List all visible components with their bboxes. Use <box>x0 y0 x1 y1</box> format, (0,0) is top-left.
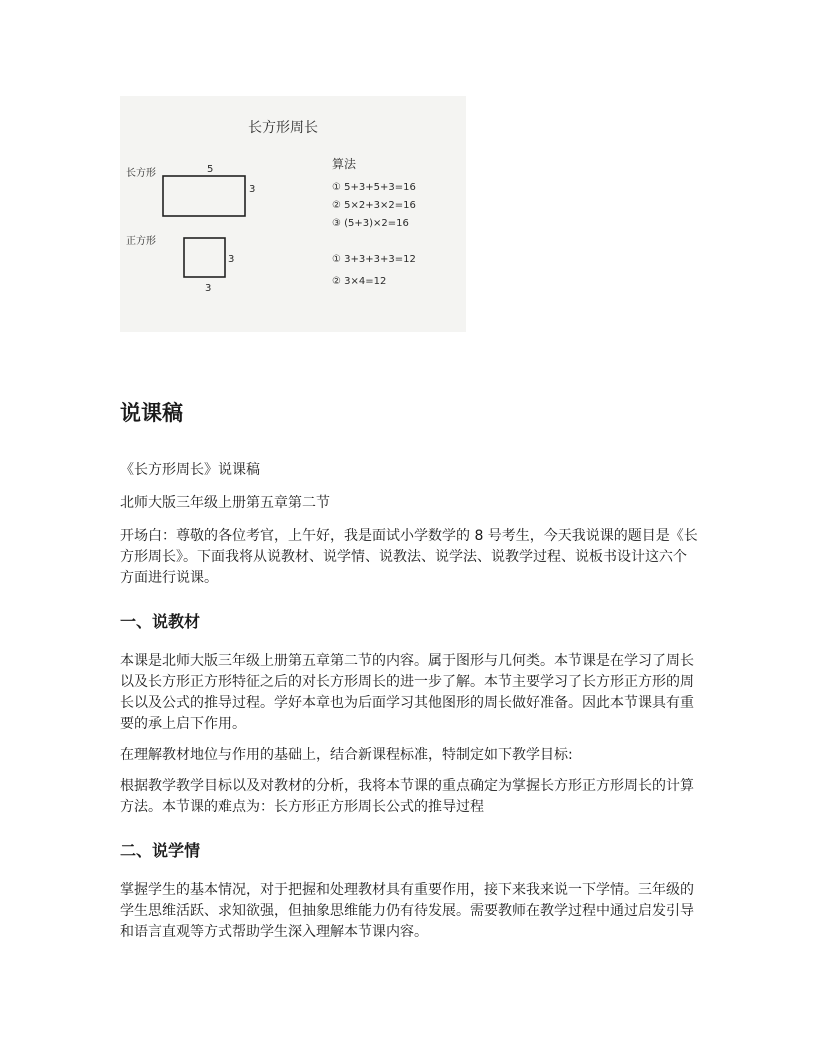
section-heading-students: 二、说学情 <box>120 841 201 860</box>
rectangle-shape <box>163 176 245 216</box>
students-paragraph-1: 掌握学生的基本情况，对于把握和处理教材具有重要作用，接下来我来说一下学情。三年级的学生思维活跃、求知欲强，但抽象思维能力仍有待发展。需要教师在教学过程中通过启发引导和语言直观等方式帮助学生深入理解本节课内容。 <box>120 882 694 940</box>
rect-label: 长方形 <box>126 168 156 179</box>
rect-top-length: 5 <box>207 164 214 175</box>
whiteboard-photo <box>120 96 466 332</box>
square-label: 正方形 <box>126 236 156 247</box>
square-side-length: 3 <box>228 254 235 265</box>
opening-paragraph: 开场白：尊敬的各位考官，上午好，我是面试小学数学的 8 号考生，今天我说课的题目是《长方形周长》。下面我将从说教材、说学情、说教法、说学法、说教学过程、说板书设计这六个方面进行说课。 <box>120 528 698 586</box>
square-bottom-length: 3 <box>205 283 212 294</box>
source-line: 北师大版三年级上册第五章第二节 <box>120 495 330 511</box>
lesson-title-line: 《长方形周长》说课稿 <box>120 462 260 478</box>
square-method-2: ② 3×4=12 <box>332 276 387 287</box>
methods-title: 算法 <box>332 157 357 171</box>
section-heading-textbook: 一、说教材 <box>120 612 201 631</box>
textbook-paragraph-1: 本课是北师大版三年级上册第五章第二节的内容。属于图形与几何类。本节课是在学习了周长以及长方形正方形特征之后的对长方形周长的进一步了解。本节主要学习了长方形正方形的周长以及公式的推导过程。学好本章也为后面学习其他图形的周长做好准备。因此本节课具有重要的承上启下作用。 <box>120 653 694 732</box>
rect-side-length: 3 <box>249 184 256 195</box>
square-method-1: ① 3+3+3+3=12 <box>332 254 416 265</box>
whiteboard-drawing <box>120 96 466 332</box>
textbook-paragraph-2: 在理解教材地位与作用的基础上，结合新课程标准，特制定如下教学目标: <box>120 747 573 763</box>
rect-method-2: ② 5×2+3×2=16 <box>332 200 416 211</box>
textbook-paragraph-3: 根据教学教学目标以及对教材的分析，我将本节课的重点确定为掌握长方形正方形周长的计算方法。本节课的难点为：长方形正方形周长公式的推导过程 <box>120 778 694 815</box>
square-shape <box>184 238 225 277</box>
page-title: 说课稿 <box>120 401 183 425</box>
rect-method-1: ① 5+3+5+3=16 <box>332 182 416 193</box>
rect-method-3: ③ (5+3)×2=16 <box>332 218 409 229</box>
document-body <box>120 396 700 953</box>
figure-title: 长方形周长 <box>248 120 318 136</box>
